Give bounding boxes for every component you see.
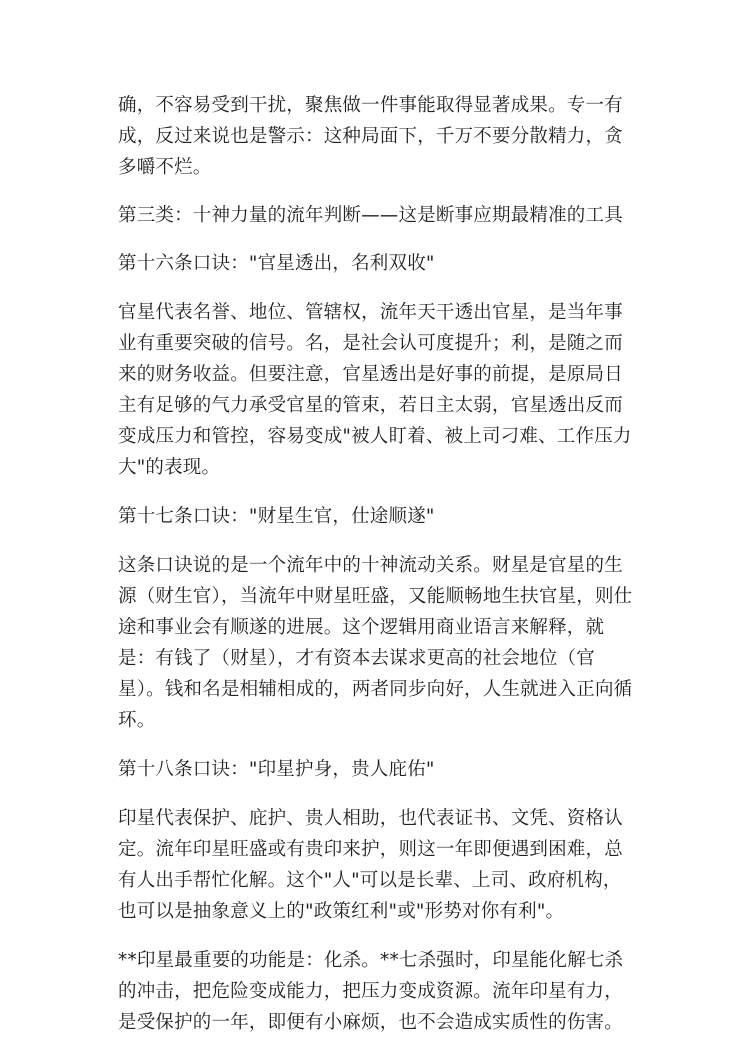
rule-18-body: 印星代表保护、庇护、贵人相助，也代表证书、文凭、资格认定。流年印星旺盛或有贵印来护，则这一年即便遇到困难，总有人出手帮忙化解。这个"人"可以是长辈、上司、政府机构，也可以是抽象意义上的"政策红利"或"形势对你有利"。 [118,808,623,922]
document-page [118,90,640,1038]
rule-18-heading: 第十八条口诀："印星护身，贵人庇佑" [118,759,435,780]
rule-17-body: 这条口诀说的是一个流年中的十神流动关系。财星是官星的生源（财生官），当流年中财星旺盛，又能顺畅地生扶官星，则仕途和事业会有顺遂的进展。这个逻辑用商业语言来解释，就是：有钱了（财星），才有资本去谋求更高的社会地位（官星）。钱和名是相辅相成的，两者同步向好，人生就进入正向循环。 [118,555,633,731]
paragraph-continued: 确，不容易受到干扰，聚焦做一件事能取得显著成果。专一有成，反过来说也是警示：这种局面下，千万不要分散精力，贪多嚼不烂。 [118,95,623,178]
rule-17-heading: 第十七条口诀："财星生官，仕途顺遂" [118,506,435,527]
section-three-heading: 第三类：十神力量的流年判断——这是断事应期最精准的工具 [118,205,623,226]
rule-16-body: 官星代表名誉、地位、管辖权，流年天干透出官星，是当年事业有重要突破的信号。名，是社会认可度提升；利，是随之而来的财务收益。但要注意，官星透出是好事的前提，是原局日主有足够的气力承受官星的管束，若日主太弱，官星透出反而变成压力和管控，容易变成"被人盯着、被上司刁难、工作压力大"的表现。 [118,302,632,478]
rule-16-heading: 第十六条口诀："官星透出，名利双收" [118,253,435,274]
rule-18-note: **印星最重要的功能是：化杀。**七杀强时，印星能化解七杀的冲击，把危险变成能力，把压力变成资源。流年印星有力，是受保护的一年，即便有小麻烦，也不会造成实质性的伤害。 [118,950,624,1033]
